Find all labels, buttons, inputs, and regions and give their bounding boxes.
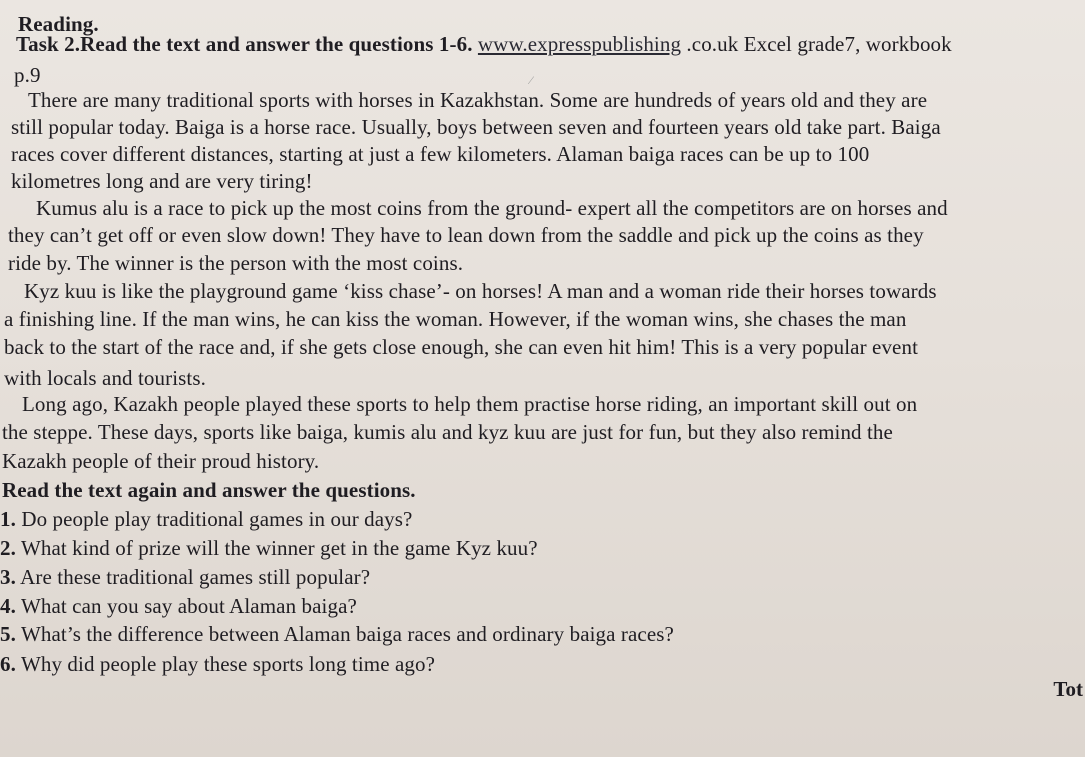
text-line: Kyz kuu is like the playground game ‘kiss chase’- on horses! A man and a woman ride their horses towards <box>24 279 937 303</box>
text-line: races cover different distances, starting at just a few kilometers. Alaman baiga races can be up to 100 <box>11 142 870 166</box>
source-link[interactable]: www.expresspublishing <box>477 32 682 56</box>
question-text: Are these traditional games still popular? <box>20 565 371 589</box>
question-item <box>0 621 674 647</box>
question-number: 2. <box>0 536 16 560</box>
text-line: with locals and tourists. <box>4 366 206 390</box>
text-line: There are many traditional sports with horses in Kazakhstan. Some are hundreds of years old and they are <box>28 88 928 112</box>
text-line: kilometres long and are very tiring! <box>11 169 313 193</box>
text-line: Long ago, Kazakh people played these sports to help them practise horse riding, an important skill out on <box>22 392 918 416</box>
question-text: What’s the difference between Alaman baiga races and ordinary baiga races? <box>20 622 674 646</box>
text-line: still popular today. Baiga is a horse race. Usually, boys between seven and fourteen years old take part. Baiga <box>11 115 941 139</box>
question-text: Do people play traditional games in our days? <box>21 507 413 531</box>
text-line: they can’t get off or even slow down! They have to lean down from the saddle and pick up the coins as they <box>8 223 924 247</box>
text-line: the steppe. These days, sports like baiga, kumis alu and kyz kuu are just for fun, but they also remind the <box>2 420 893 444</box>
task-label: Task 2.Read the text and answer the questions 1-6. <box>16 32 473 56</box>
text-line: a finishing line. If the man wins, he can kiss the woman. However, if the woman wins, she chases the man <box>4 307 907 331</box>
text-line: Kazakh people of their proud history. <box>2 449 320 473</box>
question-item <box>0 506 412 532</box>
questions-heading: Read the text again and answer the questions. <box>2 478 416 502</box>
pencil-mark: ⁄ <box>530 73 533 87</box>
page-ref: p.9 <box>14 63 41 87</box>
question-item <box>0 535 538 561</box>
task-header <box>16 31 952 57</box>
text-line: back to the start of the race and, if she gets close enough, she can even hit him! This is a very popular event <box>4 335 919 359</box>
total-label: Tot <box>1053 677 1083 701</box>
section-title: Reading. <box>18 12 99 36</box>
text-line: ride by. The winner is the person with the most coins. <box>8 251 464 275</box>
question-text: What can you say about Alaman baiga? <box>20 594 357 618</box>
question-text: Why did people play these sports long time ago? <box>20 652 436 676</box>
question-number: 3. <box>0 565 16 589</box>
source-rest: .co.uk Excel grade7, workbook <box>686 32 952 56</box>
question-item <box>0 564 370 590</box>
question-item <box>0 651 435 677</box>
question-number: 4. <box>0 594 16 618</box>
question-number: 5. <box>0 622 16 646</box>
text-line: Kumus alu is a race to pick up the most coins from the ground- expert all the competitors are on horses and <box>36 196 948 220</box>
question-number: 1. <box>0 507 16 531</box>
question-item <box>0 593 357 619</box>
question-number: 6. <box>0 652 16 676</box>
question-text: What kind of prize will the winner get in the game Kyz kuu? <box>20 536 538 560</box>
